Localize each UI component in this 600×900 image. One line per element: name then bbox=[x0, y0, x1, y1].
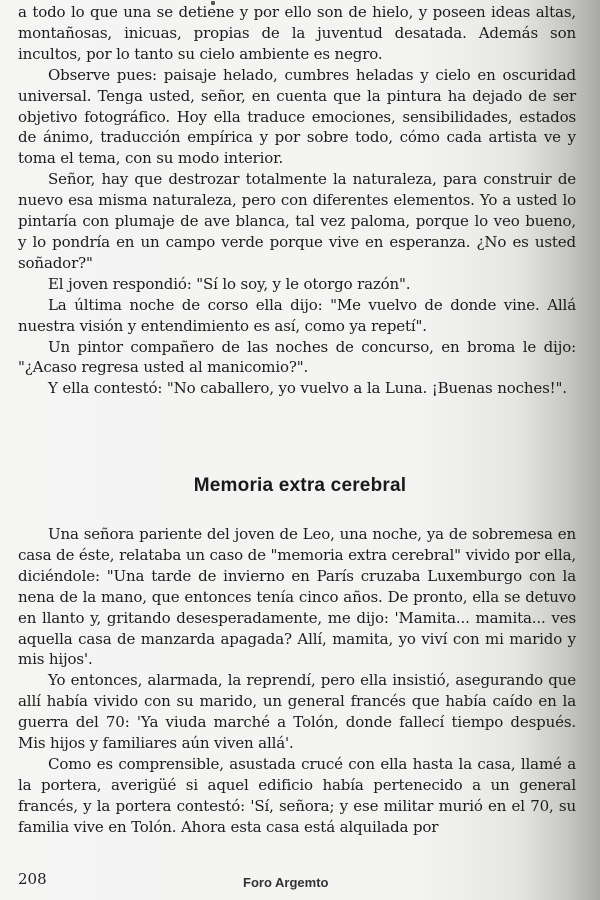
section-heading: Memoria extra cerebral bbox=[193, 475, 407, 496]
paragraph: Yo entonces, alarmada, la reprendí, pero ella insistió, asegurando que allí había vivido con su marido, un general francés que había caído en la guerra del 70: 'Ya viuda marché a Tolón, donde fallecí tiempo después. Mis hijos y familiares aún viven allá'. bbox=[18, 671, 576, 753]
paragraph: Observe pues: paisaje helado, cumbres heladas y cielo en oscuridad universal. Tenga usted, señor, en cuenta que la pintura ha dejado de ser objetivo fotográfico. Hoy ella traduce emociones, sensibilidades, estados de ánimo, traducción empírica y por sobre todo, cómo cada artista ve y toma el tema, con su modo interior. bbox=[18, 65, 576, 168]
paragraph-continuation: a todo lo que una se detiene y por ello son de hielo, y poseen ideas altas, montañosas, inicuas, propias de la juventud desatada. Además son incultos, por lo tanto su cielo ambiente es negro. bbox=[18, 3, 576, 63]
body-text-top bbox=[18, 2, 576, 399]
body-text-bottom bbox=[18, 524, 576, 838]
paragraph: Un pintor compañero de las noches de concurso, en broma le dijo: "¿Acaso regresa usted al manicomio?". bbox=[18, 337, 576, 377]
paragraph: Y ella contestó: "No caballero, yo vuelvo a la Luna. ¡Buenas noches!". bbox=[48, 379, 567, 398]
page-number: 208 bbox=[18, 870, 47, 888]
paragraph: La última noche de corso ella dijo: "Me vuelvo de donde vine. Allá nuestra visión y entendimiento es así, como ya repetí". bbox=[18, 295, 576, 335]
paragraph: Señor, hay que destrozar totalmente la naturaleza, para construir de nuevo esa misma naturaleza, pero con diferentes elementos. Yo a usted lo pintaría con plumaje de ave blanca, tal vez paloma, porque lo veo bueno, y lo pondría en un campo verde porque vive en esperanza. ¿No es usted soñador?" bbox=[18, 170, 576, 272]
watermark-text: Foro Argemto bbox=[243, 875, 329, 890]
paragraph: Una señora pariente del joven de Leo, una noche, ya de sobremesa en casa de éste, relataba un caso de "memoria extra cerebral" vivido por ella, diciéndole: "Una tarde de invierno en París cruzaba Luxemburgo con la nena de la mano, que entonces tenía cinco años. De pronto, ella se detuvo en llanto y, gritando desesperadamente, me dijo: 'Mamita... mamita... ves aquella casa de manzarda apagada? Allí, mamita, yo viví con mi marido y mis hijos'. bbox=[18, 525, 576, 669]
paragraph: El joven respondió: "Sí lo soy, y le otorgo razón". bbox=[48, 274, 411, 293]
paragraph: Como es comprensible, asustada crucé con ella hasta la casa, llamé a la portera, averigüé si aquel edificio había pertenecido a un general francés, y la portera contestó: 'Sí, señora; y ese militar murió en el 70, su familia vive en Tolón. Ahora esta casa está alquilada por bbox=[18, 754, 576, 836]
